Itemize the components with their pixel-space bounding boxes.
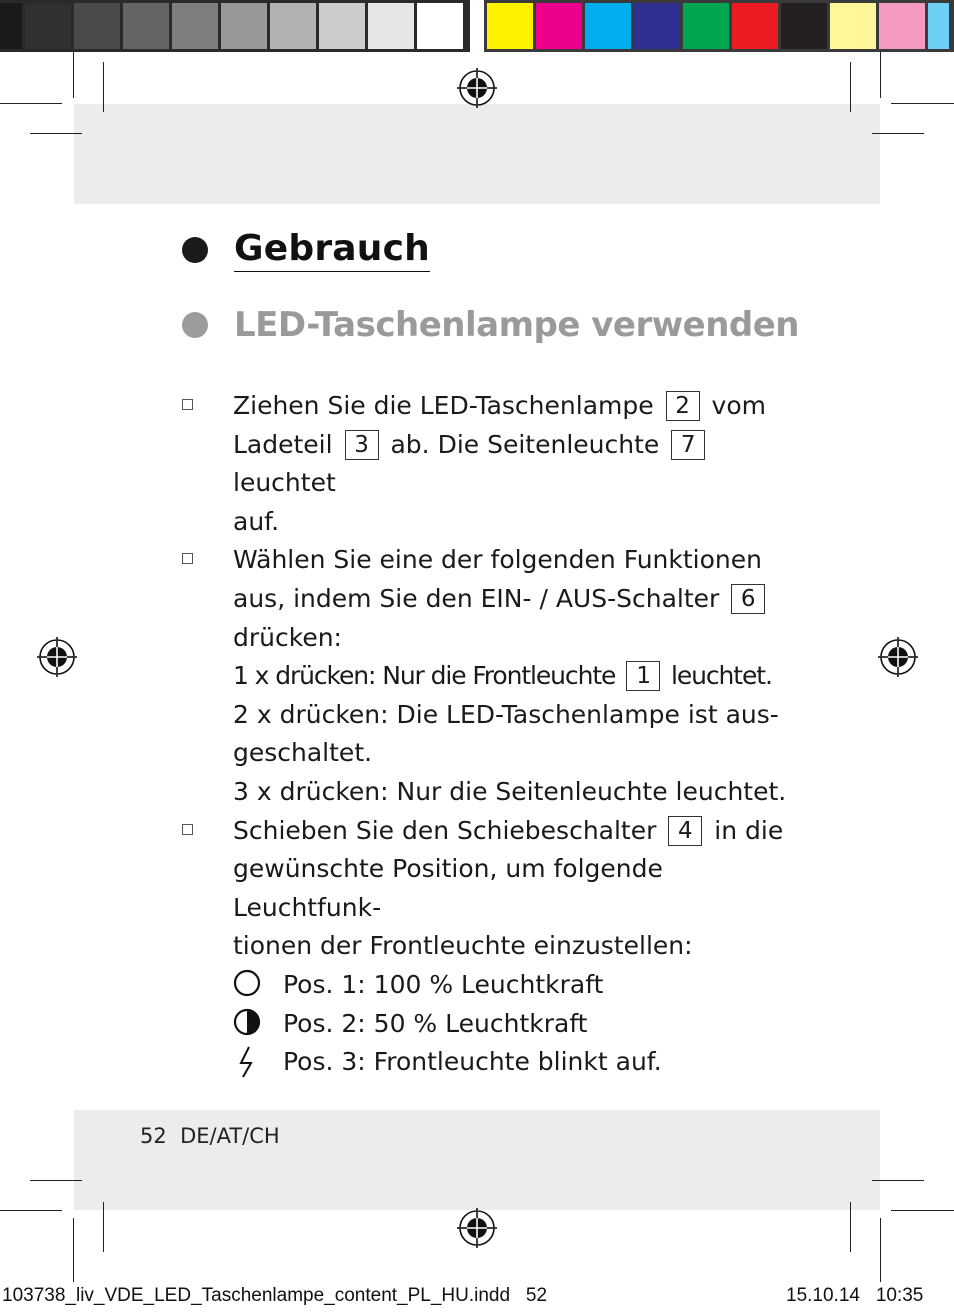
text-line <box>233 812 802 851</box>
crop-mark <box>73 1218 74 1282</box>
registration-mark-icon <box>457 1208 497 1248</box>
bullet-dot-icon <box>182 312 208 338</box>
color-swatch <box>830 3 876 49</box>
crop-mark <box>872 1180 924 1181</box>
text-line: Wählen Sie eine der folgenden Funktionen <box>233 545 762 575</box>
crop-mark <box>872 133 924 134</box>
part-number-box: 4 <box>668 816 702 846</box>
print-slug-date <box>786 1285 923 1307</box>
crop-mark <box>880 1218 881 1282</box>
color-swatch <box>879 3 925 49</box>
instructions <box>182 387 802 1082</box>
slug-filename: 103738_liv_VDE_LED_Taschenlampe_content_PL_HU.indd <box>2 1285 511 1306</box>
checkbox-bullet-icon <box>182 824 193 835</box>
gray-swatch <box>172 3 218 49</box>
registration-mark-icon <box>878 637 918 677</box>
text-line: auf. <box>233 506 280 536</box>
step-text: Ziehen Sie die LED-Taschenlampe <box>233 391 654 420</box>
circle-outline-icon <box>233 966 283 1004</box>
position-text: Pos. 3: Frontleuchte blinkt auf. <box>283 1047 662 1077</box>
color-calibration-bar <box>484 0 954 52</box>
subsection-title: LED-Taschenlampe verwenden <box>234 305 799 345</box>
step-text: 1 x drücken: Nur die Frontleuchte <box>233 661 616 691</box>
crop-mark <box>891 1210 954 1211</box>
heading-led-row <box>182 305 799 345</box>
step-text: leuchtet <box>233 468 336 498</box>
step-text: Schieben Sie den Schiebeschalter <box>233 815 657 845</box>
page-number: 52 <box>140 1124 167 1148</box>
text-line <box>233 387 802 426</box>
crop-mark <box>30 1180 82 1181</box>
color-swatch <box>732 3 778 49</box>
step-text: vom <box>711 391 766 420</box>
color-swatch <box>585 3 631 49</box>
color-swatch <box>487 3 533 49</box>
crop-mark <box>0 1210 62 1211</box>
gray-swatch <box>25 3 71 49</box>
text-line <box>233 657 802 696</box>
checkbox-bullet-icon <box>182 399 193 410</box>
crop-mark <box>103 1202 104 1252</box>
color-swatch <box>928 3 949 49</box>
half-circle-icon <box>233 1005 283 1043</box>
gray-calibration-bar <box>0 0 470 52</box>
gray-swatch <box>319 3 365 49</box>
instruction-step-1 <box>182 387 802 541</box>
text-line: gewünschte Position, um folgende Leuchtfunk- <box>233 854 663 922</box>
registration-mark-icon <box>37 637 77 677</box>
crop-mark <box>0 103 62 104</box>
position-text: Pos. 2: 50 % Leuchtkraft <box>283 1008 588 1038</box>
text-line <box>233 580 802 619</box>
slug-page: 52 <box>525 1285 548 1306</box>
color-swatch <box>683 3 729 49</box>
page-footer <box>140 1124 280 1148</box>
crop-mark <box>880 52 881 98</box>
text-line: tionen der Frontleuchte einzustellen: <box>233 931 693 961</box>
header-panel <box>74 104 880 204</box>
gray-swatch <box>74 3 120 49</box>
crop-mark <box>73 52 74 98</box>
text-line <box>233 426 802 503</box>
crop-mark <box>891 103 954 104</box>
slug-date: 15.10.14 <box>786 1285 860 1306</box>
text-line: geschaltet. <box>233 738 373 768</box>
slug-time: 10:35 <box>875 1285 924 1306</box>
gray-swatch <box>0 3 22 49</box>
part-number-box: 2 <box>666 391 700 421</box>
registration-mark-icon <box>457 68 497 108</box>
gray-swatch <box>221 3 267 49</box>
position-option-1 <box>233 966 802 1005</box>
step-text: ab. Die Seitenleuchte <box>390 429 660 459</box>
step-text: aus, indem Sie den EIN- / AUS-Schalter <box>233 583 720 613</box>
instruction-step-3 <box>182 812 802 966</box>
section-title: Gebrauch <box>234 228 430 272</box>
instruction-step-2 <box>182 541 802 657</box>
checkbox-bullet-icon <box>182 553 193 564</box>
color-swatch <box>536 3 582 49</box>
position-option-3 <box>233 1043 802 1082</box>
gray-swatch <box>368 3 414 49</box>
heading-gebrauch-row <box>182 228 430 272</box>
bullet-dot-icon <box>182 237 208 263</box>
color-swatch <box>634 3 680 49</box>
part-number-box: 3 <box>345 430 379 460</box>
text-line: drücken: <box>233 622 342 652</box>
crop-mark <box>850 1202 851 1252</box>
crop-mark <box>103 62 104 112</box>
color-swatch <box>781 3 827 49</box>
position-option-2 <box>233 1005 802 1044</box>
print-slug-file <box>2 1285 547 1307</box>
crop-mark <box>850 62 851 112</box>
gray-swatch <box>270 3 316 49</box>
part-number-box: 1 <box>626 661 660 691</box>
crop-mark <box>30 133 82 134</box>
part-number-box: 6 <box>731 584 765 614</box>
position-text: Pos. 1: 100 % Leuchtkraft <box>283 969 604 999</box>
text-line: 3 x drücken: Nur die Seitenleuchte leuchtet. <box>233 776 787 806</box>
step-text: in die <box>714 815 784 845</box>
gray-swatch <box>417 3 463 49</box>
region-label: DE/AT/CH <box>180 1124 280 1148</box>
text-line: 2 x drücken: Die LED-Taschenlampe ist aus- <box>233 699 779 729</box>
step-text: leuchtet. <box>671 661 772 691</box>
lightning-bolt-icon <box>233 1043 283 1081</box>
part-number-box: 7 <box>671 430 705 460</box>
gray-swatch <box>123 3 169 49</box>
step-text: Ladeteil <box>233 429 333 459</box>
